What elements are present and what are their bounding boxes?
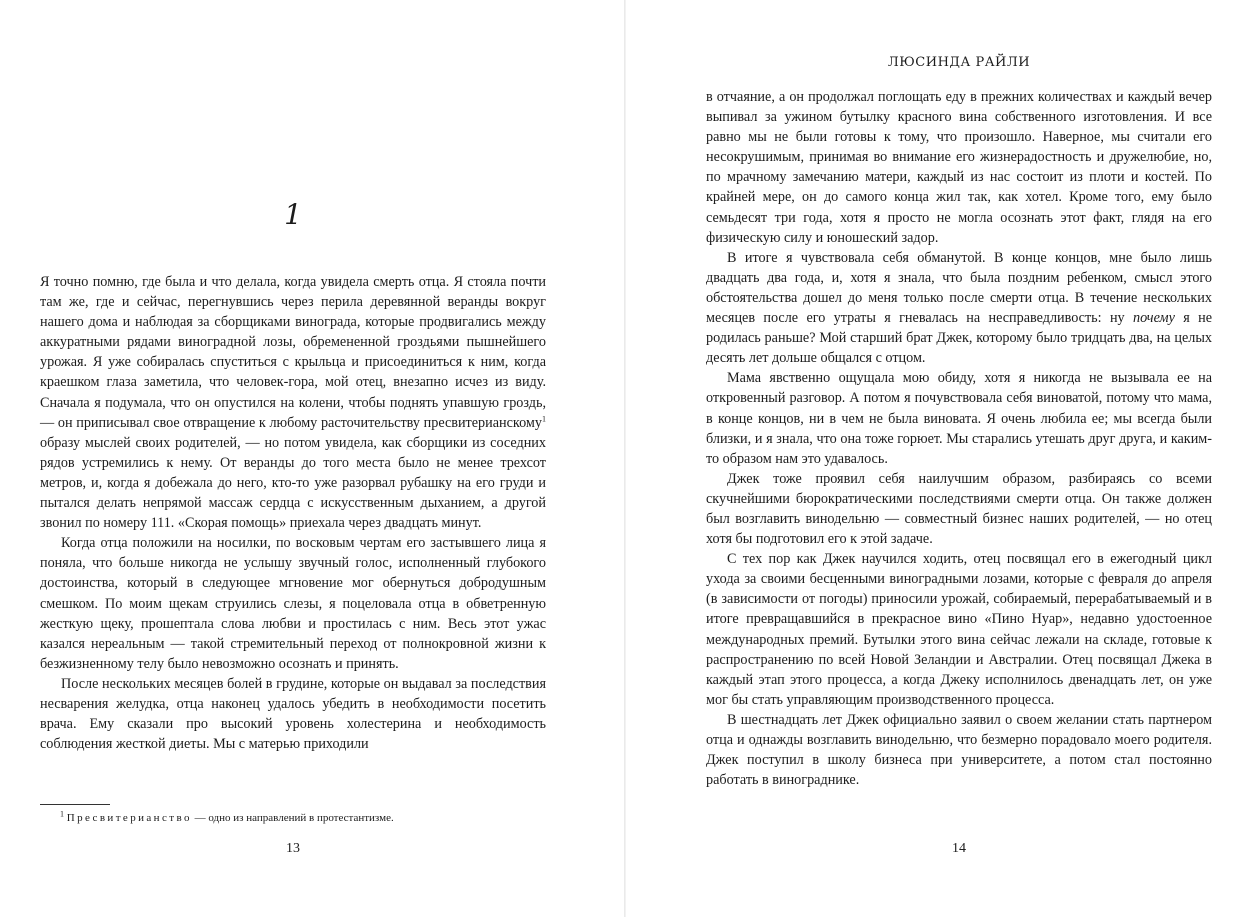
paragraph [40, 674, 546, 754]
text-segment: в отчаяние, а он продолжал поглощать еду в прежних количествах и каждый вечер выпивал за ужином бутылку красного вина собственного изготовления. И все равно мы не были готовы к тому, что произошло. Наверное, мы считали его несокрушимым, принимая во внимание его жизнерадостность и дружелюбие, но, по мрачному замечанию матери, каждый из нас состоит из плоти и костей. По крайней мере, он до самого конца жил так, как хотел. Кроме того, ему было семьдесят три года, хотя я просто не могла осознать этот факт, глядя на его физическую силу и юношеский задор. [706, 89, 1212, 246]
right-page-body [706, 87, 1212, 790]
paragraph [40, 533, 546, 674]
page-gutter [624, 0, 626, 917]
paragraph [706, 368, 1212, 468]
text-segment: почему [1132, 310, 1175, 327]
text-segment: Мама явственно ощущала мою обиду, хотя я никогда не вызывала ее на откровенный разговор. А потом я почувствовала себя виноватой, потому что мама, в конце концов, ни в чем не была виновата. Я очень любила ее; мы всегда были близки, и я знала, что она тоже горюет. Мы старались утешать друг друга, и каким-то образом нам это удавалось. [706, 370, 1212, 467]
page-number-left: 13 [286, 841, 300, 856]
text-segment: образу мыслей своих родителей, — но потом увидела, как сборщики из соседних рядов устремились к нему. От веранды до того места было не менее трехсот метров, и, когда я добежала до него, кто-то уже разорвал рубашку на его груди и пытался делать непрямой массаж сердца с искусственным дыханием, а другой звонил по номеру 111. «Скорая помощь» приехала через двадцать минут. [40, 434, 546, 532]
footnote-term: Пресвитерианство [66, 812, 192, 824]
right-page [706, 0, 1212, 917]
text-segment: Когда отца положили на носилки, по восковым чертам его застывшего лица я поняла, что больше никогда не услышу звучный голос, исполненный глубокого достоинства, который в следующее мгновение мог обернуться добродушным смешком. По моим щекам струились слезы, я поцеловала отца в обветренную жесткую щеку, прошептала слова любви и простилась с ним. Весь этот ужас казался нереальным — такой стремительный переход от полнокровной жизни к безжизненному телу было невозможно осознать и принять. [40, 535, 546, 672]
footnote-mark: 1 [60, 809, 64, 819]
paragraph [706, 549, 1212, 710]
paragraph [706, 87, 1212, 248]
text-segment: После нескольких месяцев болей в грудине, которые он выдавал за последствия несварения желудка, отца наконец удалось убедить в необходимости посетить врача. Ему сказали про высокий уровень холестерина и необходимость соблюдения жесткой диеты. Мы с матерью приходили [40, 675, 546, 753]
paragraph [40, 272, 546, 533]
text-segment: я не родилась раньше? Мой старший брат Джек, которому было тридцать два, на целых десять лет дольше общался с отцом. [706, 310, 1212, 367]
footnote-ref: 1 [542, 413, 546, 423]
paragraph [706, 469, 1212, 549]
text-segment: Я точно помню, где была и что делала, когда увидела смерть отца. Я стояла почти там же, где и сейчас, перегнувшись через перила деревянной веранды вокруг нашего дома и наблюдая за сборщиками винограда, которые продвигались между аккуратными рядами виноградной лозы, обремененной гроздьями пышнейшего урожая. Я уже собиралась спуститься с крыльца и присоединиться к ним, когда краешком глаза заметила, что человек-гора, мой отец, внезапно исчез из виду. Сначала я подумала, что он опустился на колени, чтобы поднять упавшую гроздь, — он приписывал свое отвращение к любому расточительству пресвитерианскому [40, 274, 546, 431]
text-segment: С тех пор как Джек научился ходить, отец посвящал его в ежегодный цикл ухода за своими бесценными виноградными лозами, которые с февраля до апреля (в зависимости от погоды) приносили урожай, собираемый, перерабатываемый и в итоге превращавшийся в прекрасное вино «Пино Нуар», недавно удостоенное международных премий. Бутылки этого вина сейчас лежали на складе, готовые к распространению по всей Новой Зеландии и Австралии. Отец посвящал Джека в каждый этап этого процесса, а когда Джеку исполнилось двенадцать лет, он уже мог бы стать управляющим производственного процесса. [706, 551, 1212, 708]
page-number-right: 14 [952, 841, 966, 856]
paragraph [706, 248, 1212, 369]
footnote [60, 811, 546, 825]
footnote-rule [40, 804, 110, 805]
footnote-text: — одно из направлений в протестантизме. [191, 812, 394, 824]
chapter-number: 1 [284, 198, 302, 231]
text-segment: В шестнадцать лет Джек официально заявил о своем желании стать партнером отца и однажды возглавить винодельню, что безмерно порадовало моего родителя. Джек поступил в школу бизнеса при университете, а потом стал постоянно работать в винограднике. [706, 711, 1212, 789]
left-page [40, 0, 546, 917]
running-head: ЛЮСИНДА РАЙЛИ [887, 55, 1031, 70]
text-segment: В итоге я чувствовала себя обманутой. В конце концов, мне было лишь двадцать два года, и, хотя я знала, что была поздним ребенком, смысл этого обстоятельства дошел до меня только после смерти отца. В течение нескольких месяцев после его утраты я гневалась на несправедливость: ну [706, 249, 1212, 327]
paragraph [706, 710, 1212, 790]
text-segment: Джек тоже проявил себя наилучшим образом, разбираясь со всеми скучнейшими бюрократическими последствиями смерти отца. Он также должен был возглавить винодельню — совместный бизнес наших родителей, — но отец хотя бы подготовил его к этой задаче. [706, 470, 1212, 548]
left-page-body [40, 272, 546, 754]
